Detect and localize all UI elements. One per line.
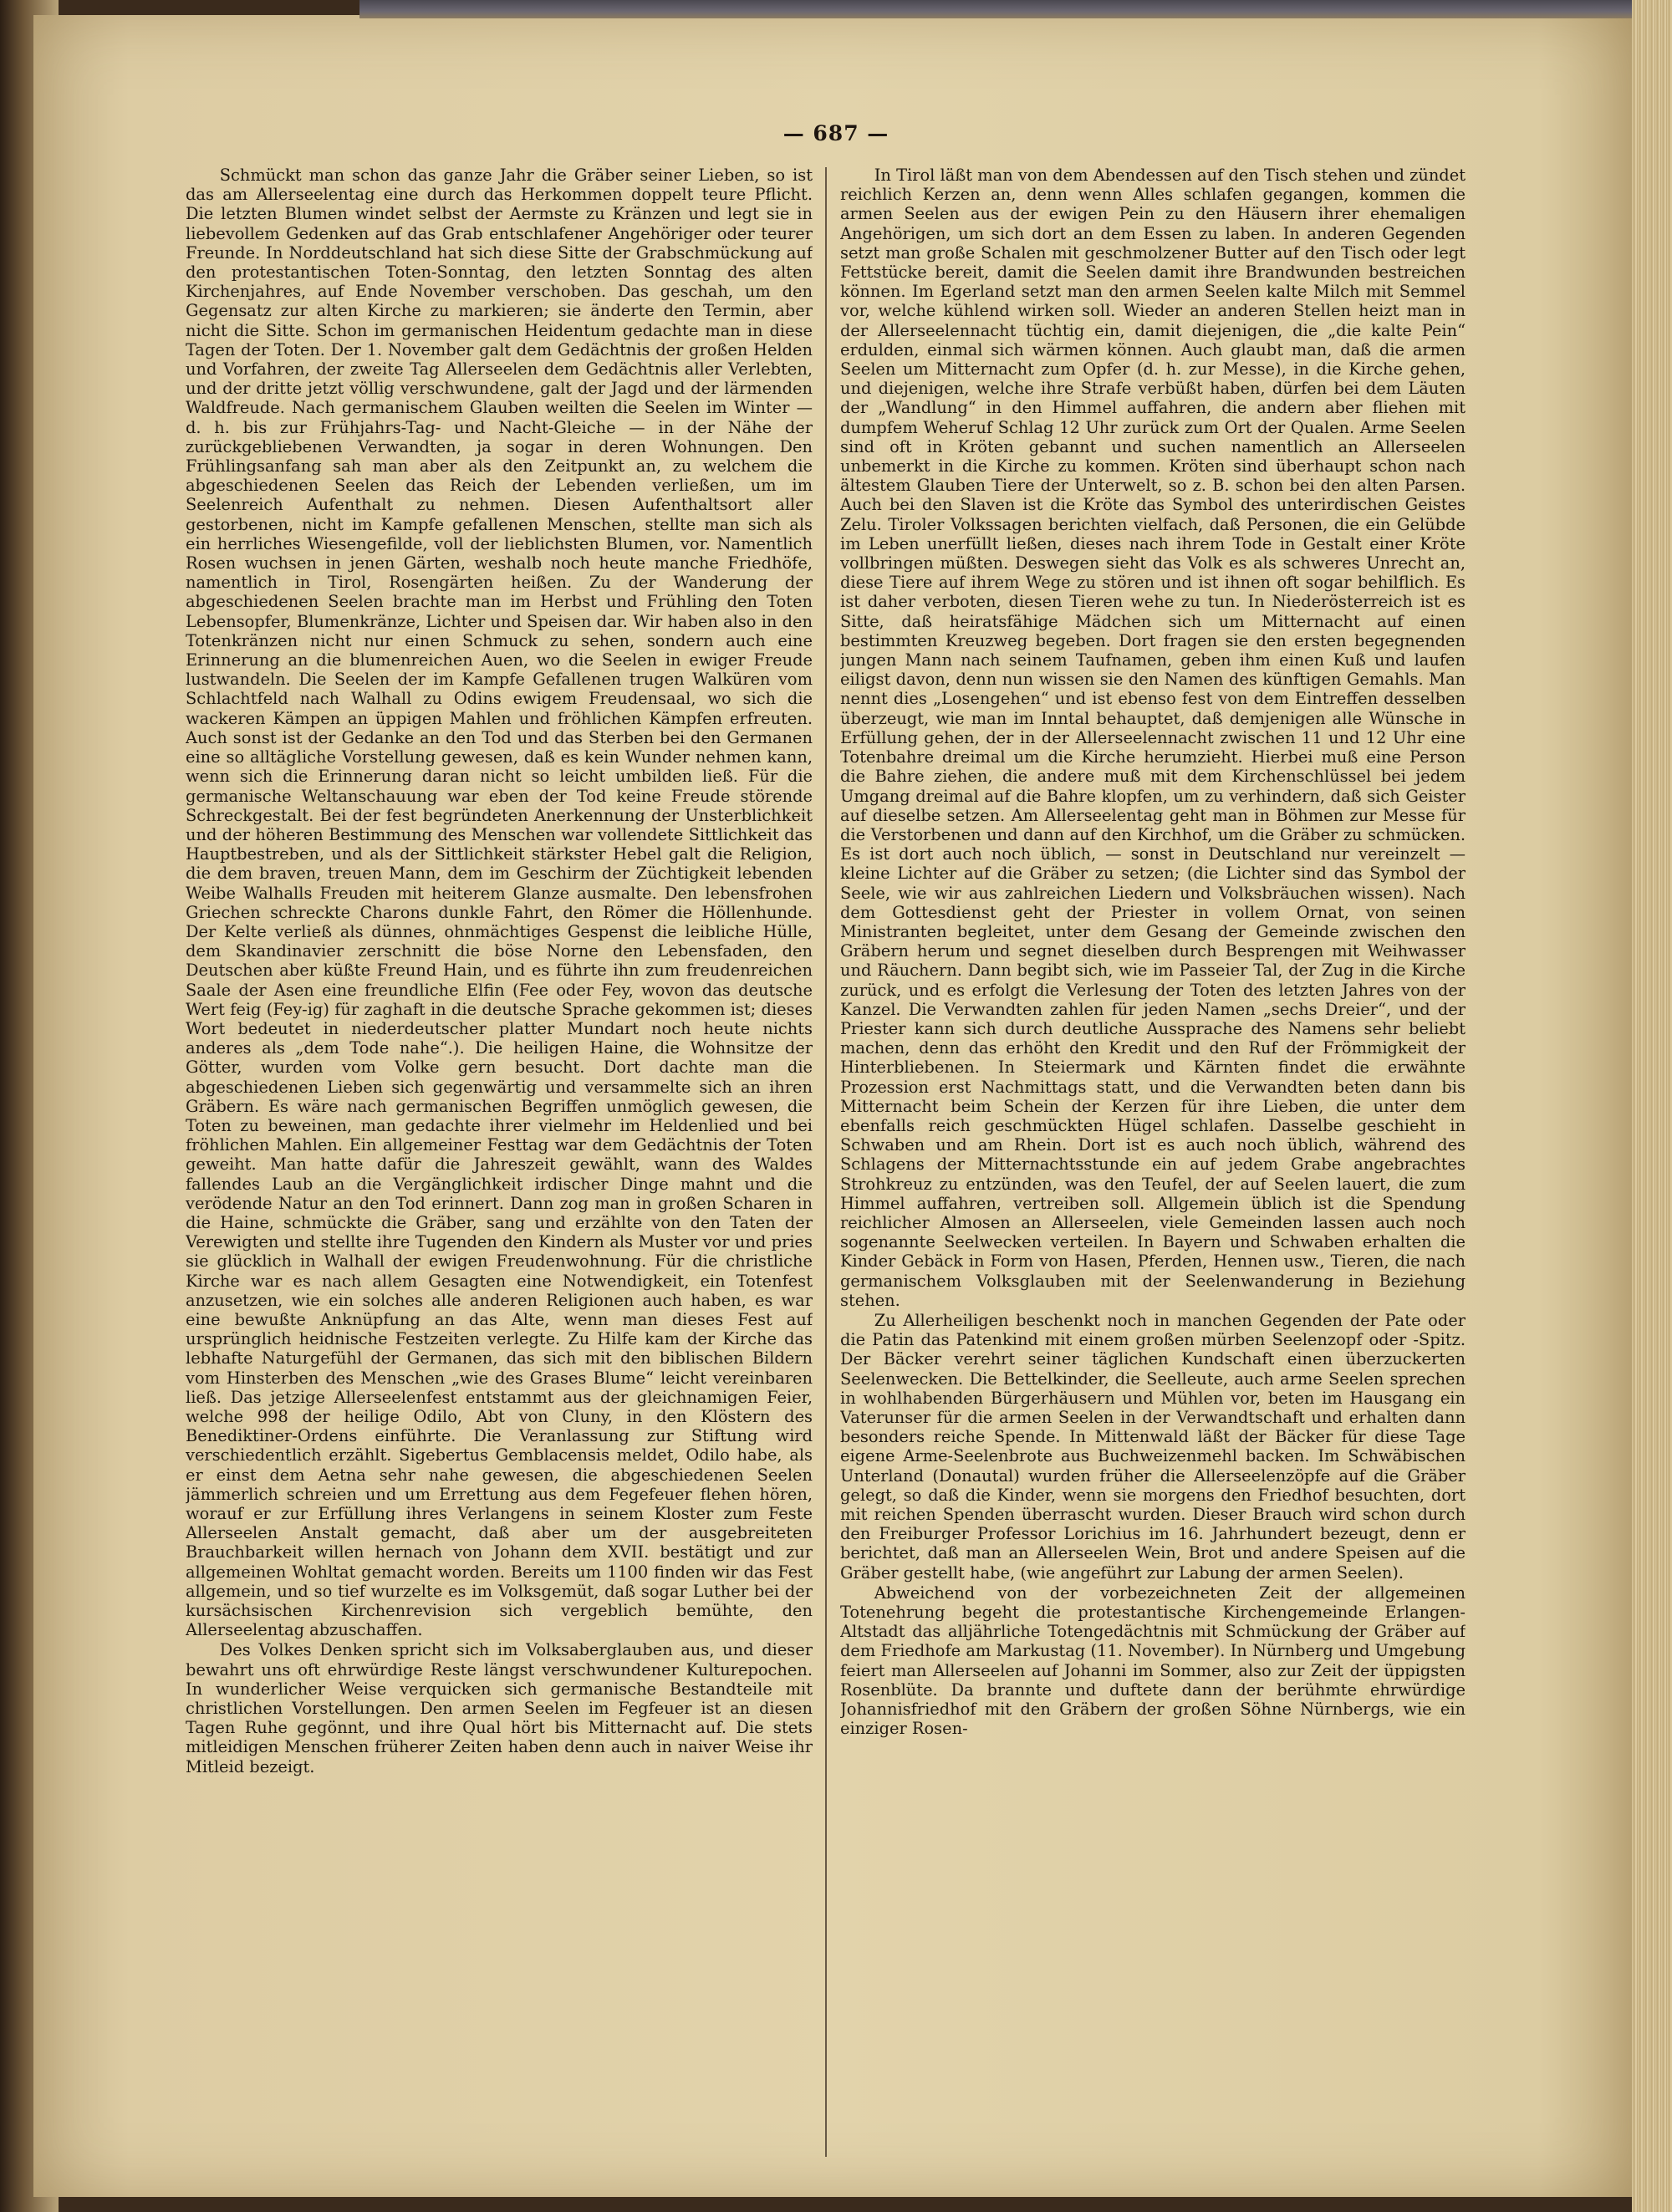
paragraph: Schmückt man schon das ganze Jahr die Gräber seiner Lieben, so ist das am Allerseelentag eine durch das Herkommen doppelt teure Pflicht. Die letzten Blumen windet selbst der Aermste zu Kränzen und legt sie in liebevollem Gedenken auf das Grab entschlafener Angehöriger oder teurer Freunde. In Norddeutschland hat sich diese Sitte der Grabschmückung auf den protestantischen Toten-Sonntag, den letzten Sonntag des alten Kirchenjahres, auf Ende November verschoben. Das geschah, um den Gegensatz zur alten Kirche zu markieren; sie änderte den Termin, aber nicht die Sitte. Schon im germanischen Heidentum gedachte man in diese Tagen der Toten. Der 1. November galt dem Gedächtnis der großen Helden und Vorfahren, der zweite Tag Allerseelen dem Gedächtnis aller Verlebten, und der dritte jetzt völlig verschwundene, galt der Jagd und der lärmenden Waldfreude. Nach germanischem Glauben weilten die Seelen im Winter — d. h. bis zur Frühjahrs-Tag- und Nacht-Gleiche — in der Nähe der zurückgebliebenen Verwandten, ja sogar in deren Wohnungen. Den Frühlingsanfang sah man aber als den Zeitpunkt an, zu welchem die abgeschiedenen Seelen das Reich der Lebenden verließen, um im Seelenreich Aufenthalt zu nehmen. Diesen Aufenthaltsort aller gestorbenen, nicht im Kampfe gefallenen Menschen, stellte man sich als ein herrliches Wiesengefilde, voll der lieblichsten Blumen, vor. Namentlich Rosen wuchsen in jenen Gärten, weshalb noch heute manche Friedhöfe, namentlich in Tirol, Rosengärten heißen. Zu der Wanderung der abgeschiedenen Seelen brachte man im Herbst und Frühling den Toten Lebensopfer, Blumenkränze, Lichter und Speisen dar. Wir haben also in den Totenkränzen nicht nur einen Schmuck zu sehen, sondern auch eine Erinnerung an die blumenreichen Auen, wo die Seelen in ewiger Freude lustwandeln. Die Seelen der im Kampfe Gefallenen trugen Walküren vom Schlachtfeld nach Walhall zu Odins ewigem Freudensaal, wo sich die wackeren Kämpen an üppigen Mahlen und fröhlichen Kämpfen erfreuten. Auch sonst ist der Gedanke an den Tod und das Sterben bei den Germanen eine so alltägliche Vorstellung gewesen, daß es kein Wunder nehmen kann, wenn sich die Erinnerung daran nicht so leicht umbilden ließ. Für die germanische Weltanschauung war eben der Tod keine Freude störende Schreckgestalt. Bei der fest begründeten Anerkennung der Unsterblichkeit und der höheren Bestimmung des Menschen war vollendete Sittlichkeit das Hauptbestreben, und als der Sittlichkeit stärkster Hebel galt die Religion, die dem braven, treuen Mann, dem im Geschirm der Züchtigkeit lebenden Weibe Walhalls Freuden mit heiterem Glanze ausmalte. Den lebensfrohen Griechen schreckte Charons dunkle Fahrt, den Römer die Höllenhunde. Der Kelte verließ als dünnes, ohnmächtiges Gespenst die leibliche Hülle, dem Skandinavier zerschnitt die böse Norne den Lebensfaden, den Deutschen aber küßte Freund Hain, und es führte ihn zum freudenreichen Saale der Asen eine freundliche Elfin (Fee oder Fey, wovon das deutsche Wert feig (Fey-ig) für zaghaft in die deutsche Sprache gekommen ist; dieses Wort bedeutet in niederdeutscher platter Mundart noch heute nichts anderes als „dem Tode nahe“.). Die heiligen Haine, die Wohnsitze der Götter, wurden vom Volke gern besucht. Dort dachte man die abgeschiedenen Lieben sich gegenwärtig und versammelte sich an ihren Gräbern. Es wäre nach germanischen Begriffen unmöglich gewesen, die Toten zu beweinen, man gedachte ihrer vielmehr im Heldenlied und bei fröhlichen Mahlen. Ein allgemeiner Festtag war dem Gedächtnis der Toten geweiht. Man hatte dafür die Jahreszeit gewählt, wann des Waldes fallendes Laub an die Vergänglichkeit irdischer Dinge mahnt und die verödende Natur an den Tod erinnert. Dann zog man in großen Scharen in die Haine, schmückte die Gräber, sang und erzählte von den Taten der Verewigten und stellte ihre Tugenden den Kindern als Muster vor und pries sie glücklich in Walhall der ewigen Freudenwohnung. Für die christliche Kirche war es nach allem Gesagten eine Notwendigkeit, ein Totenfest anzusetzen, wie ein solches alle anderen Religionen auch haben, es war eine bewußte Anknüpfung an das Alte, wenn man dieses Fest auf ursprünglich heidnische Festzeiten verlegte. Zu Hilfe kam der Kirche das lebhafte Naturgefühl der Germanen, das sich mit den biblischen Bildern vom Hinsterben des Menschen „wie des Grases Blume“ leicht vereinbaren ließ. Das jetzige Allerseelenfest entstammt aus der gleichnamigen Feier, welche 998 der heilige Odilo, Abt von Cluny, in den Klöstern des Benediktiner-Ordens einführte. Die Veranlassung zur Stiftung wird verschiedentlich erzählt. Sigebertus Gemblacensis meldet, Odilo habe, als er einst dem Aetna sehr nahe gewesen, die abgeschiedenen Seelen jämmerlich schreien und um Errettung aus dem Fegefeuer flehen hören, worauf er zur Erfüllung ihres Verlangens in seinem Kloster zum Feste Allerseelen Anstalt gemacht, daß aber um der ausgebreiteten Brauchbarkeit willen hernach von Johann dem XVII. bestätigt und zur allgemeinen Wohltat gemacht worden. Bereits um 1100 finden wir das Fest allgemein, und so tief wurzelte es im Volksgemüt, daß sogar Luther bei der kursächsischen Kirchenrevision sich vergeblich bemühte, den Allerseelentag abzuschaffen. (186, 166, 813, 1640)
paragraph: In Tirol läßt man von dem Abendessen auf den Tisch stehen und zündet reichlich Kerzen an, denn wenn Alles schlafen gegangen, kommen die armen Seelen aus der ewigen Pein zu den Häusern ihrer ehemaligen Angehörigen, um sich dort an dem Essen zu laben. In anderen Gegenden setzt man große Schalen mit geschmolzener Butter auf den Tisch oder legt Fettstücke bereit, damit die Seelen damit ihre Brandwunden bestreichen können. Im Egerland setzt man den armen Seelen kalte Milch mit Semmel vor, welche kühlend wirken soll. Wieder an anderen Stellen heizt man in der Allerseelennacht tüchtig ein, damit diejenigen, die „die kalte Pein“ erdulden, einmal sich wärmen können. Auch glaubt man, daß die armen Seelen um Mitternacht zum Opfer (d. h. zur Messe), in die Kirche gehen, und diejenigen, welche ihre Strafe verbüßt haben, dürfen bei dem Läuten der „Wandlung“ in den Himmel auffahren, die andern aber fliehen mit dumpfem Weheruf Schlag 12 Uhr zurück zum Ort der Qualen. Arme Seelen sind oft in Kröten gebannt und suchen namentlich an Allerseelen unbemerkt in die Kirche zu kommen. Kröten sind überhaupt schon nach ältestem Glauben Tiere der Unterwelt, so z. B. schon bei den alten Parsen. Auch bei den Slaven ist die Kröte das Symbol des unterirdischen Geistes Zelu. Tiroler Volkssagen berichten vielfach, daß Personen, die ein Gelübde im Leben unerfüllt ließen, dieses nach ihrem Tode in Gestalt einer Kröte vollbringen müßten. Deswegen sieht das Volk es als schweres Unrecht an, diese Tiere auf ihrem Wege zu stören und ist ihnen oft sogar behilflich. Es ist daher verboten, diesen Tieren wehe zu tun. In Niederösterreich ist es Sitte, daß heiratsfähige Mädchen sich um Mitternacht auf einen bestimmten Kreuzweg begeben. Dort fragen sie den ersten begegnenden jungen Mann nach seinem Taufnamen, geben ihm einen Kuß und laufen eiligst davon, denn nun wissen sie den Namen des künftigen Gemahls. Man nennt dies „Losengehen“ und ist ebenso fest von dem Eintreffen desselben überzeugt, wie man im Inntal behauptet, daß demjenigen alle Wünsche in Erfüllung gehen, der in der Allerseelennacht zwischen 11 und 12 Uhr eine Totenbahre dreimal um die Kirche herumzieht. Hierbei muß eine Person die Bahre ziehen, die andere muß mit dem Kirchenschlüssel bei jedem Umgang dreimal auf die Bahre klopfen, um zu verhindern, daß sich Geister auf dieselbe setzen. Am Allerseelentag geht man in Böhmen zur Messe für die Verstorbenen und dann auf den Kirchhof, um die Gräber zu schmücken. Es ist dort auch noch üblich, — sonst in Deutschland nur vereinzelt — kleine Lichter auf die Gräber zu setzen; (die Lichter sind das Symbol der Seele, wie wir aus zahlreichen Liedern und Volksbräuchen wissen). Nach dem Gottesdienst geht der Priester in vollem Ornat, von seinen Ministranten begleitet, unter dem Gesang der Gemeinde zwischen den Gräbern herum und segnet dieselben durch Besprengen mit Weihwasser und Räuchern. Dann begibt sich, wie im Passeier Tal, der Zug in die Kirche zurück, und es erfolgt die Verlesung der Toten des letzten Jahres von der Kanzel. Die Verwandten zahlen für jeden Namen „sechs Dreier“, und der Priester kann sich durch deutliche Aussprache des Namens sehr beliebt machen, denn das erhöht den Kredit und den Ruf der Frömmigkeit der Hinterbliebenen. In Steiermark und Kärnten findet die erwähnte Prozession erst Nachmittags statt, und die Verwandten beten dann bis Mitternacht beim Schein der Kerzen für ihre Lieben, die unter dem ebenfalls reich geschmückten Hügel schlafen. Dasselbe geschieht in Schwaben und am Rhein. Dort ist es auch noch üblich, während des Schlagens der Mitternachtsstunde ein auf jedem Grabe angebrachtes Strohkreuz zu entzünden, was den Teufel, der auf Seelen lauert, die zum Himmel auffahren, vertreiben soll. Allgemein üblich ist die Spendung reichlicher Almosen an Allerseelen, viele Gemeinden lassen auch noch sogenannte Seelwecken verteilen. In Bayern und Schwaben erhalten die Kinder Gebäck in Form von Hasen, Pferden, Hennen usw., Tieren, die nach germanischem Volksglauben mit der Seelenwanderung in Beziehung stehen. (840, 166, 1466, 1310)
book-cover-edge (359, 0, 1672, 18)
text-column-right (840, 166, 1466, 2155)
paragraph: Zu Allerheiligen beschenkt noch in manchen Gegenden der Pate oder die Patin das Patenkind mit einem großen mürben Seelenzopf oder -Spitz. Der Bäcker verehrt seiner täglichen Kundschaft einen überzuckerten Seelenwecken. Die Bettelkinder, die Seelleute, auch arme Seelen sprechen in wohlhabenden Bürgerhäusern und Mühlen vor, beten im Hausgang ein Vaterunser für die armen Seelen in der Verwandtschaft und erhalten dann besonders reiche Spende. In Mittenwald läßt der Bäcker für diese Tage eigene Arme-Seelenbrote aus Buchweizenmehl backen. Im Schwäbischen Unterland (Donautal) wurden früher die Allerseelenzöpfe auf die Gräber gelegt, so daß die Kinder, wenn sie morgens den Friedhof besuchten, dort mit reichen Spenden überrascht wurden. Dieser Brauch wird schon durch den Freiburger Professor Lorichius im 16. Jahrhundert bezeugt, denn er berichtet, daß man an Allerseelen Wein, Brot und andere Speisen auf die Gräber gestellt habe, (wie angeführt zur Labung der armen Seelen). (840, 1310, 1466, 1583)
page-number: — 687 — (782, 121, 890, 145)
paragraph: Abweichend von der vorbezeichneten Zeit der allgemeinen Totenehrung begeht die protestantische Kirchengemeinde Erlangen-Altstadt das alljährliche Totengedächtnis mit Schmückung der Gräber auf dem Friedhofe am Markustag (11. November). In Nürnberg und Umgebung feiert man Allerseelen auf Johanni im Sommer, also zur Zeit der üppigsten Rosenblüte. Da brannte und duftete dann der berühmte ehrwürdige Johannisfriedhof mit den Gräbern der großen Söhne Nürnbergs, wie ein einziger Rosen- (840, 1583, 1466, 1739)
paragraph: Des Volkes Denken spricht sich im Volksaberglauben aus, und dieser bewahrt uns oft ehrwürdige Reste längst verschwundener Kulturepochen. In wunderlicher Weise verquicken sich germanische Bestandteile mit christlichen Vorstellungen. Den armen Seelen im Fegfeuer ist an diesen Tagen Ruhe gegönnt, und ihre Qual hört bis Mitternacht auf. Die stets mitleidigen Menschen früherer Zeiten haben denn auch in naiver Weise ihr Mitleid bezeigt. (186, 1640, 813, 1776)
page-stack-edge (1632, 0, 1672, 2212)
text-column-left (186, 166, 813, 2155)
column-divider (825, 167, 827, 2157)
